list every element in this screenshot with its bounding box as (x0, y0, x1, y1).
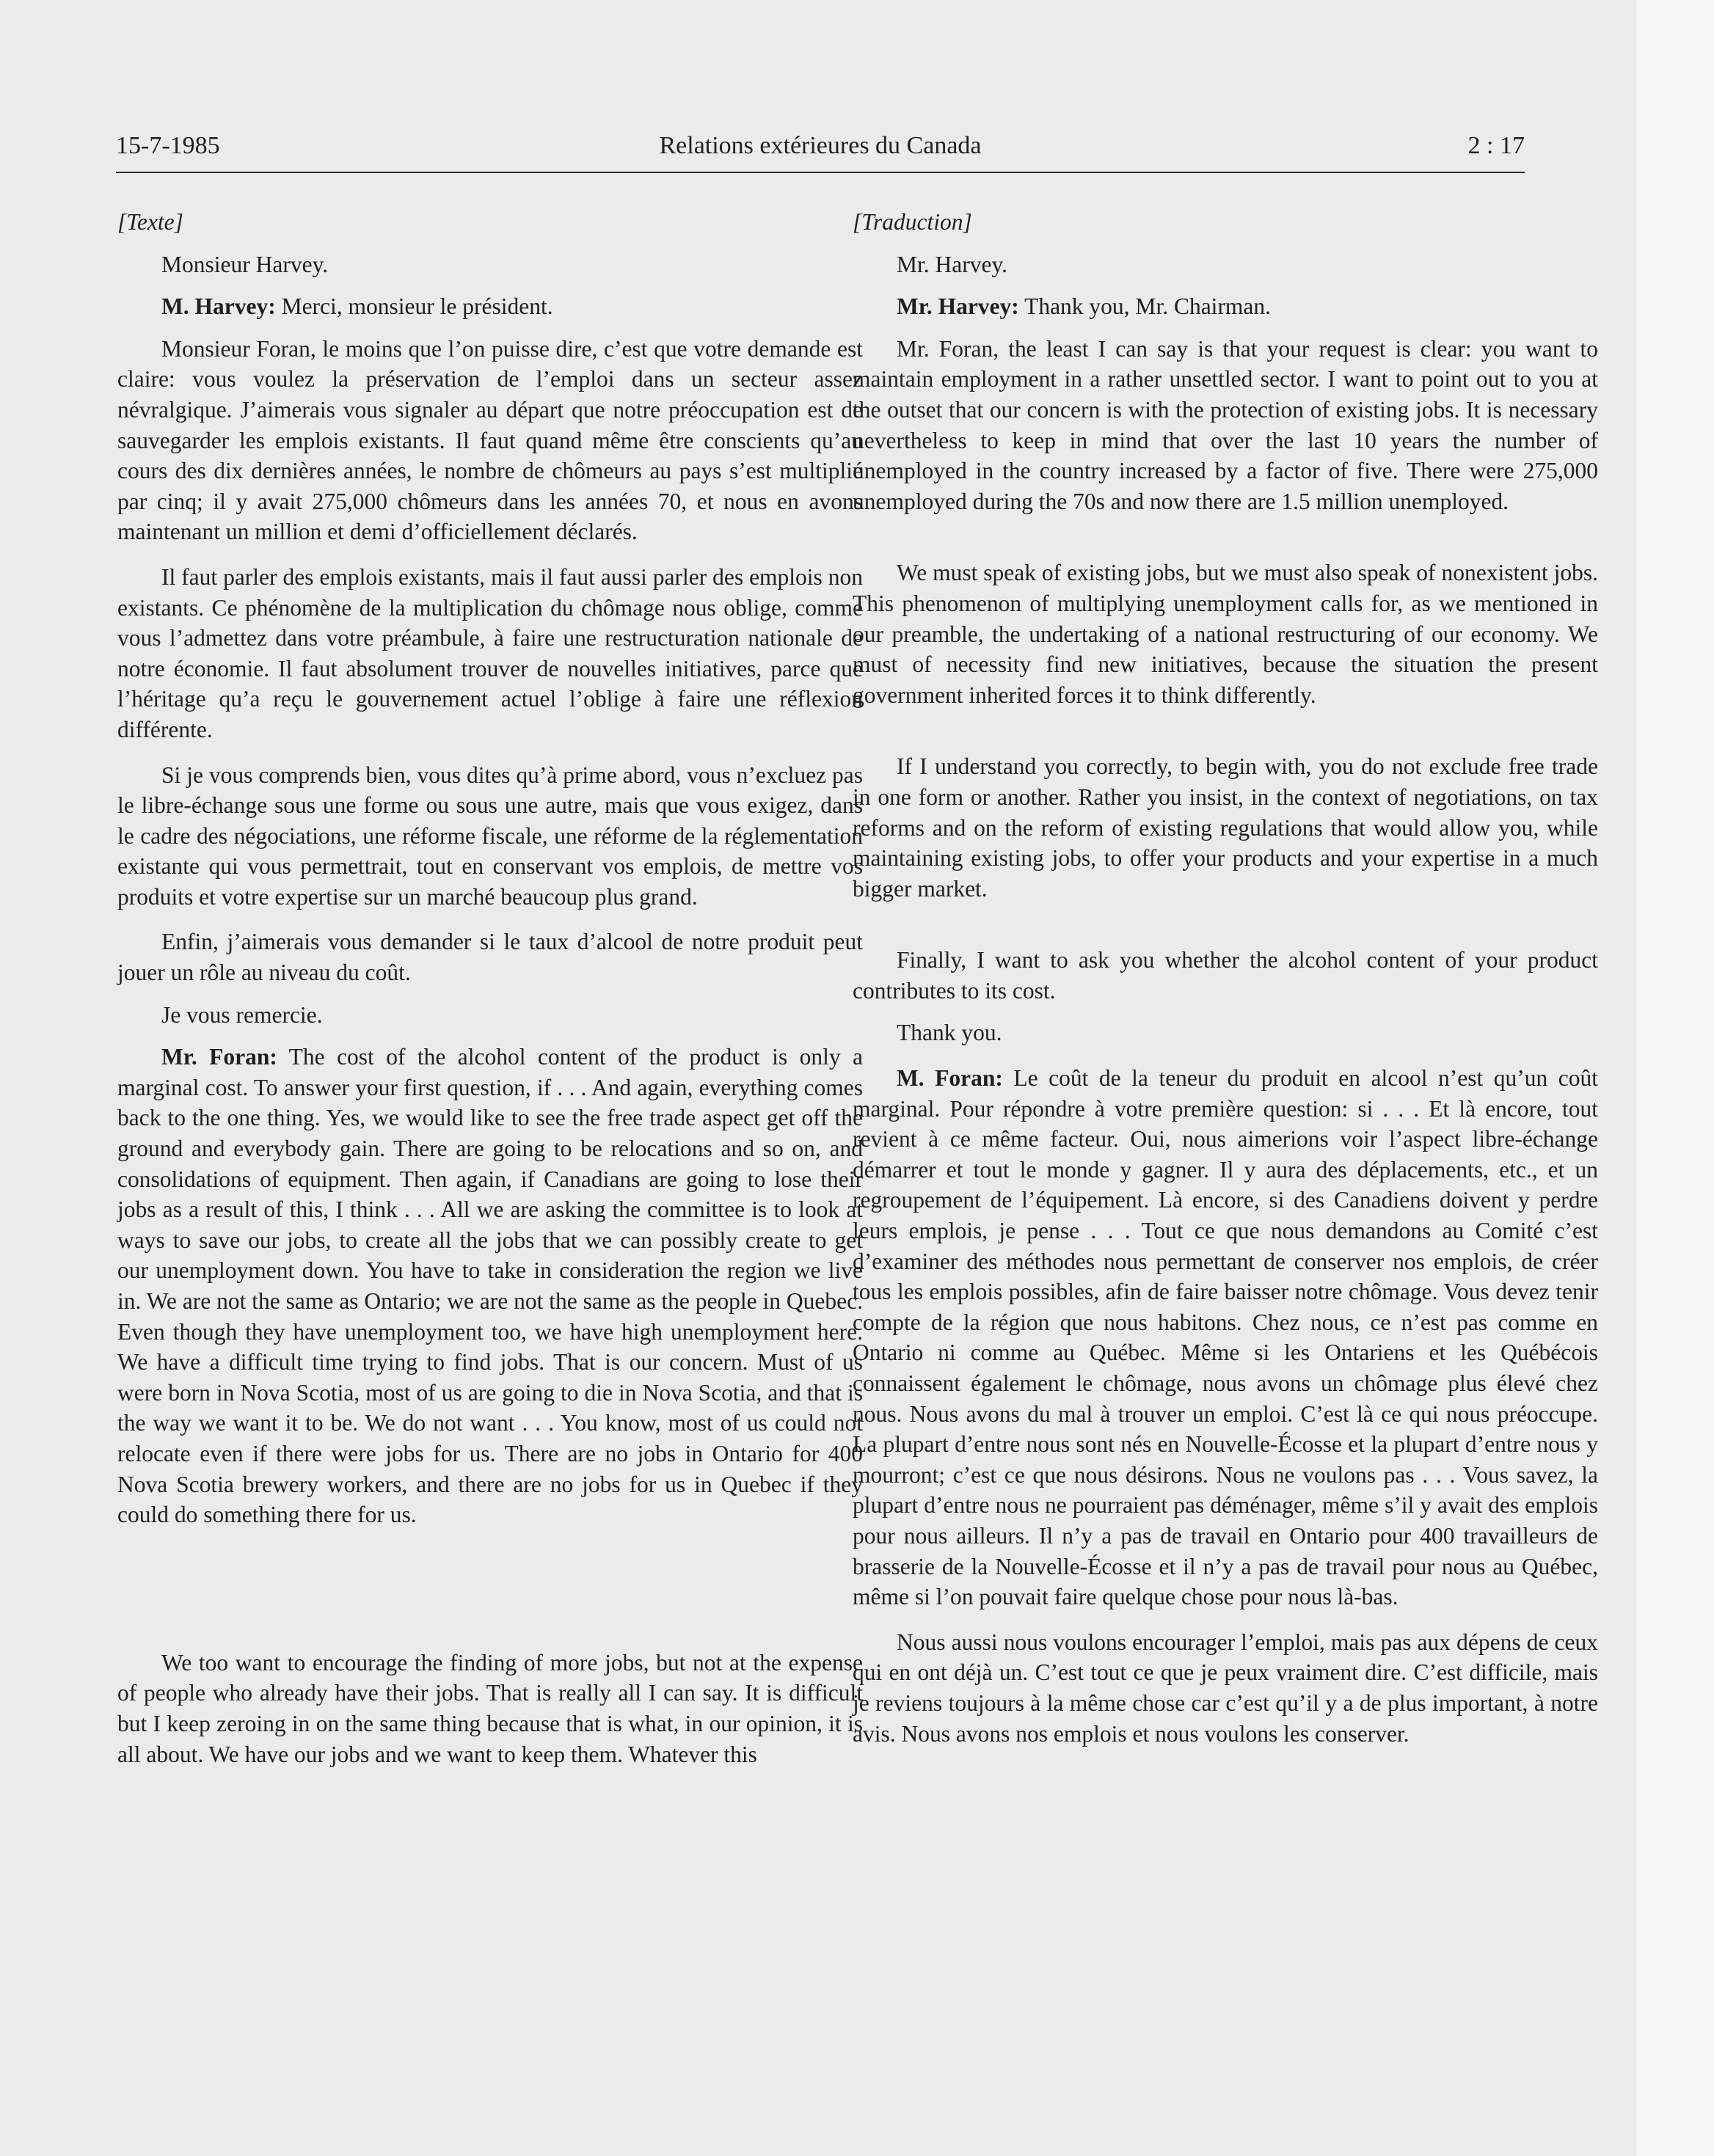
header-title: Relations extérieures du Canada (659, 132, 982, 159)
paragraph: Thank you. (897, 1020, 1002, 1046)
speech-text: The cost of the alcohol content of the product is only a marginal cost. To answer your first question, if . . . And again, everything comes back to the one thing. Yes, we would like to see the free trade aspect get off the ground and everybody gain. There are going to be relocations and so on, and consolidations of equipment. Then again, if Canadians are going to lose their jobs as a result of this, I think . . . All we are asking the committee is to look at ways to save our jobs, to create all the jobs that we can possibly create to get our unemployment down. You have to take in consideration the region we live in. We are not the same as Ontario; we are not the same as the people in Quebec. Even though they have unemployment too, we have high unemployment here. We have a difficult time trying to find jobs. That is our concern. Must of us were born in Nova Scotia, most of us are going to die in Nova Scotia, and that is the way we want it to be. We do not want . . . You know, most of us could not relocate even if there were jobs for us. There are no jobs in Ontario for 400 Nova Scotia brewery workers, and there are no jobs for us in Quebec if they could do something there for us. (117, 1044, 863, 1528)
paragraph (117, 1042, 863, 1530)
header-rule (116, 172, 1525, 173)
paragraph: If I understand you correctly, to begin with, you do not exclude free trade in one form or another. Rather you insist, in the context of negotiations, on tax reforms and on the reform of existing regulations that would allow you, while maintaining existing jobs, to offer your products and your expertise in a much bigger market. (853, 753, 1598, 902)
speech-text: Merci, monsieur le président. (275, 293, 553, 320)
paragraph (853, 1063, 1598, 1612)
right-column-english (853, 207, 1598, 1749)
paragraph (117, 291, 863, 322)
paragraph: Je vous remercie. (161, 1001, 323, 1028)
speech-text: Le coût de la teneur du produit en alcool n’est qu’un coût marginal. Pour répondre à votre première question: si . . . Et là encore, tout revient à ce même facteur. Oui, nous aimerions voir l’aspect libre-échange démarrer et tout le monde y gagner. Il y aura des déplacements, etc., et un regroupement de l’équipement. Là encore, si des Canadiens doivent y perdre leurs emplois, je pense . . . Tout ce que nous demandons au Comité c’est d’examiner des méthodes nous permettant de conserver nos emplois, de créer tous les emplois possibles, afin de faire baisser notre chômage. Vous devez tenir compte de la région que nous habitons. Chez nous, ce n’est pas comme en Ontario ni comme au Québec. Même si les Ontariens et les Québécois connaissent également le chômage, nous avons un chômage plus élevé chez nous. Nous avons du mal à trouver un emploi. C’est là ce qui nous préoccupe. La plupart d’entre nous sont nés en Nouvelle-Écosse et la plupart d’entre nous y mourront; c’est ce que nous désirons. Nous ne voulons pas . . . Vous savez, la plupart d’entre nous ne pourraient pas déménager, même s’il y avait des emplois pour nous ailleurs. Il n’y a pas de travail en Ontario pour 400 travailleurs de brasserie de la Nouvelle-Écosse et il n’y a pas de travail pour nous au Québec, même si l’on pouvait faire quelque chose pour nous là-bas. (853, 1065, 1598, 1610)
paragraph: Monsieur Foran, le moins que l’on puisse dire, c’est que votre demande est claire: vous voulez la préservation de l’emploi dans un secteur assez névralgique. J’aimerais vous signaler au départ que notre préoccupation est de sauvegarder les emplois existants. Il faut quand même être conscients qu’au cours des dix dernières années, le nombre de chômeurs au pays s’est multiplié par cinq; il y avait 275,000 chômeurs dans les années 70, et nous en avons maintenant un million et demi d’officiellement déclarés. (117, 335, 863, 545)
label-text: Texte (126, 209, 175, 235)
speech-text: Thank you, Mr. Chairman. (1018, 293, 1272, 320)
paragraph: Enfin, j’aimerais vous demander si le taux d’alcool de notre produit peut jouer un rôle au niveau du coût. (117, 929, 863, 986)
paragraph: Mr. Foran, the least I can say is that your request is clear: you want to maintain employment in a rather unsettled sector. I want to point out to you at the outset that our concern is with the protection of existing jobs. It is necessary nevertheless to keep in mind that over the last 10 years the number of unemployed in the country increased by a factor of five. There were 275,000 unemployed during the 70s and now there are 1.5 million unemployed. (853, 335, 1598, 514)
page-edge-shadow (1637, 0, 1714, 2156)
column-label (853, 207, 1598, 238)
label-bracket-close: ] (174, 209, 183, 235)
paragraph: We must speak of existing jobs, but we must also speak of nonexistent jobs. This phenomenon of multiplying unemployment calls for, as we mentioned in our preamble, the undertaking of a national restructuring of our economy. We must of necessity find new initiatives, because the situation the present government inherited forces it to think differently. (853, 560, 1598, 708)
speaker-name: M. Foran: (897, 1065, 1003, 1092)
header-date: 15-7-1985 (116, 132, 220, 159)
paragraph: Nous aussi nous voulons encourager l’emploi, mais pas aux dépens de ceux qui en ont déjà un. C’est tout ce que je peux vraiment dire. C’est difficile, mais je reviens toujours à la même chose car c’est qu’il y a de plus important, à notre avis. Nous avons nos emplois et nous voulons les conserver. (853, 1629, 1598, 1747)
speaker-name: Mr. Harvey: (897, 293, 1019, 320)
header-page-number: 2 : 17 (1467, 132, 1525, 159)
paragraph (853, 291, 1598, 322)
paragraph: Monsieur Harvey. (161, 251, 329, 277)
label-bracket-open: [ (853, 209, 862, 235)
left-column-french (117, 207, 863, 1769)
label-bracket-open: [ (117, 209, 127, 235)
paragraph: Il faut parler des emplois existants, mais il faut aussi parler des emplois non existants. Ce phénomène de la multiplication du chômage nous oblige, comme vous l’admettez dans votre préambule, à faire une restructuration nationale de notre économie. Il faut absolument trouver de nouvelles initiatives, parce que l’héritage qu’a reçu le gouvernement actuel l’oblige à faire une réflexion différente. (117, 563, 863, 742)
label-bracket-close: ] (963, 209, 972, 235)
page-header (116, 132, 1525, 172)
speaker-name: M. Harvey: (161, 293, 276, 320)
speaker-name: Mr. Foran: (161, 1044, 277, 1070)
paragraph: We too want to encourage the finding of more jobs, but not at the expense of people who already have their jobs. That is really all I can say. It is difficult but I keep zeroing in on the same thing because that is what, in our opinion, it is all about. We have our jobs and we want to keep them. Whatever this (117, 1649, 863, 1767)
label-text: Traduction (861, 209, 963, 235)
paragraph: Si je vous comprends bien, vous dites qu’à prime abord, vous n’excluez pas le libre-échange sous une forme ou sous une autre, mais que vous exigez, dans le cadre des négociations, une réforme fiscale, une réforme de la réglementation existante qui vous permettrait, tout en conservant vos emplois, de mettre vos produits et votre expertise sur un marché beaucoup plus grand. (117, 761, 863, 910)
column-label (117, 207, 863, 238)
paragraph: Mr. Harvey. (897, 251, 1008, 277)
paragraph: Finally, I want to ask you whether the alcohol content of your product contributes to its cost. (853, 947, 1598, 1004)
